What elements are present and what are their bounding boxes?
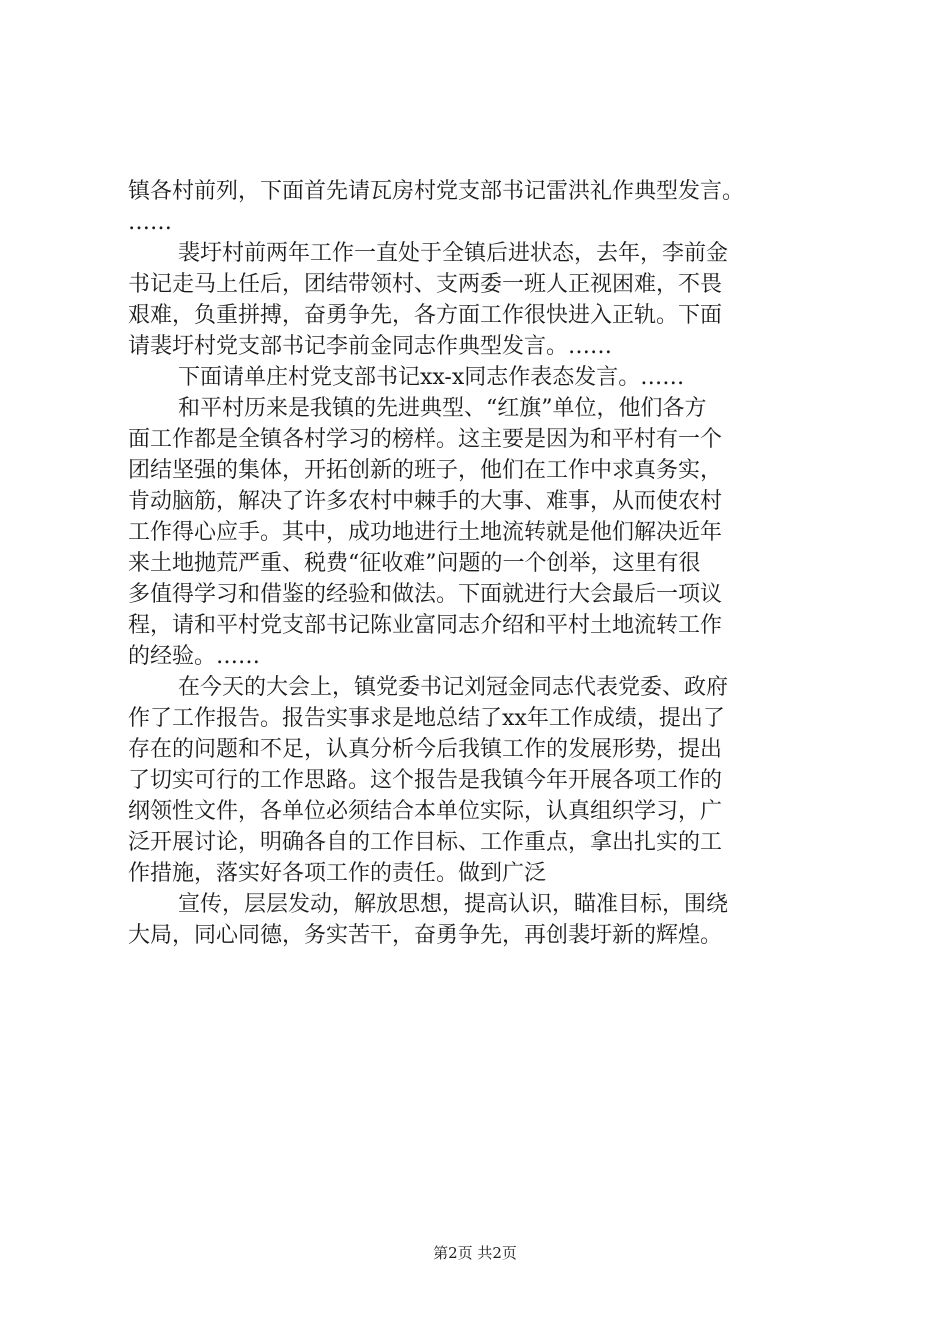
text-line: 裴圩村前两年工作一直处于全镇后进状态，去年，李前金: [178, 241, 729, 266]
text-line: ……: [128, 210, 172, 235]
text-line: 存在的问题和不足，认真分析今后我镇工作的发展形势，提出: [128, 737, 723, 762]
text-line: 了切实可行的工作思路。这个报告是我镇今年开展各项工作的: [128, 768, 723, 793]
text-line: 艰难，负重拼搏，奋勇争先，各方面工作很快进入正轨。下面: [128, 303, 723, 328]
text-line: 作了工作报告。报告实事求是地总结了xx年工作成绩，提出了: [128, 706, 725, 731]
text-line: 团结坚强的集体，开拓创新的班子，他们在工作中求真务实，: [128, 458, 723, 483]
text-line: 程，请和平村党支部书记陈业富同志介绍和平村土地流转工作: [128, 613, 723, 638]
text-line: 的经验。……: [128, 644, 261, 669]
text-line: 肯动脑筋，解决了许多农村中棘手的大事、难事，从而使农村: [128, 489, 723, 514]
text-line: 作措施，落实好各项工作的责任。做到广泛: [128, 861, 547, 886]
text-line: 宣传，层层发动，解放思想，提高认识，瞄准目标，围绕: [178, 892, 729, 917]
page-footer: 第2页 共2页: [433, 1244, 517, 1262]
text-line: 书记走马上任后，团结带领村、支两委一班人正视困难，不畏: [128, 272, 723, 297]
text-line: 大局，同心同德，务实苦干，奋勇争先，再创裴圩新的辉煌。: [128, 923, 723, 948]
text-line: 镇各村前列，下面首先请瓦房村党支部书记雷洪礼作典型发言。: [128, 179, 745, 204]
text-line: 纲领性文件，各单位必须结合本单位实际，认真组织学习，广: [128, 799, 723, 824]
text-line: 多值得学习和借鉴的经验和做法。下面就进行大会最后一项议: [128, 582, 723, 607]
document-body: [128, 176, 840, 951]
text-line: 请裴圩村党支部书记李前金同志作典型发言。……: [128, 334, 613, 359]
text-line: 在今天的大会上，镇党委书记刘冠金同志代表党委、政府: [178, 675, 729, 700]
text-line: 面工作都是全镇各村学习的榜样。这主要是因为和平村有一个: [128, 427, 723, 452]
text-line: 工作得心应手。其中，成功地进行土地流转就是他们解决近年: [128, 520, 723, 545]
text-line: 来土地抛荒严重、税费“征收难”问题的一个创举，这里有很: [128, 551, 701, 576]
text-line: 下面请单庄村党支部书记xx-x同志作表态发言。……: [178, 365, 685, 390]
text-line: 泛开展讨论，明确各自的工作目标、工作重点，拿出扎实的工: [128, 830, 723, 855]
text-line: 和平村历来是我镇的先进典型、“红旗”单位，他们各方: [178, 396, 707, 421]
